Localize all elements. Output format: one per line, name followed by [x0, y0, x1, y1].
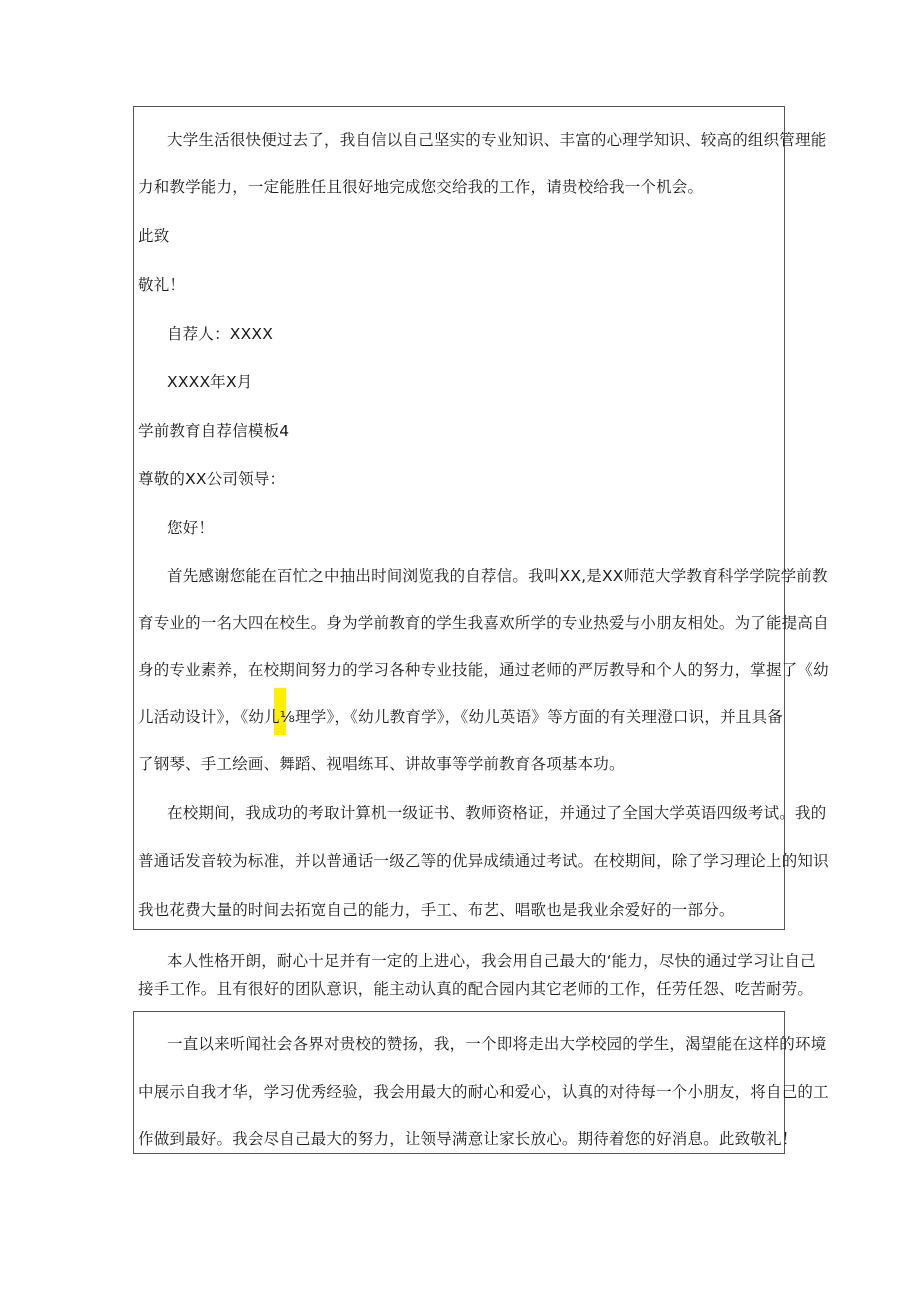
- text-line: 力和教学能力，一定能胜任且很好地完成您交给我的工作，请贵校给我一个机会。: [138, 178, 704, 196]
- text-line: 了钢琴、手工绘画、舞蹈、视唱练耳、讲故事等学前教育各项基本功。: [138, 755, 625, 773]
- text-line: 本人性格开朗，耐心十足并有一定的上进心，我会用自己最大的‘能力，尽快的通过学习让自己: [167, 952, 816, 970]
- closing-salute: 敬礼！: [138, 276, 186, 294]
- text-line: 一直以来听闻社会各界对贵校的赞扬，我，一个即将走出大学校园的学生，渴望能在这样的环境: [167, 1035, 827, 1053]
- text-line: 在校期间，我成功的考取计算机一级证书、教师资格证，并通过了全国大学英语四级考试。我的: [167, 804, 827, 822]
- template-heading: 学前教育自荐信模板4: [138, 422, 290, 440]
- text-line: 身的专业素养，在校期间努力的学习各种专业技能，通过老师的严厉教导和个人的努力，掌握了《幼: [138, 661, 829, 679]
- text-line: 中展示自我才华，学习优秀经验，我会用最大的耐心和爱心，认真的对待每一个小朋友，将自己的工: [138, 1083, 829, 1101]
- salutation: 尊敬的XX公司领导：: [138, 470, 286, 488]
- closing-phrase: 此致: [138, 227, 170, 245]
- text-line: 我也花费大量的时间去拓宽自己的能力，手工、布艺、唱歌也是我业余爱好的一部分。: [138, 901, 735, 919]
- text-line: 普通话发音较为标准，并以普通话一级乙等的优异成绩通过考试。在校期间，除了学习理论上的知识: [138, 852, 829, 870]
- greeting: 您好！: [167, 519, 215, 537]
- text-line: 接手工作。且有很好的团队意识，能主动认真的配合园内其它老师的工作，任劳任怨、吃苦耐劳。: [138, 980, 814, 998]
- text-line: 首先感谢您能在百忙之中抽出时间浏览我的自荐信。我叫XX,是XX师范大学教育科学学院学前教: [167, 567, 828, 585]
- text-line: 育专业的一名大四在校生。身为学前教育的学生我喜欢所学的专业热爱与小朋友相处。为了能提高自: [138, 614, 829, 632]
- letter-date: XXXX年X月: [167, 373, 253, 391]
- text-line: 大学生活很快便过去了，我自信以自己坚实的专业知识、丰富的心理学知识、较高的组织管理能: [167, 131, 827, 149]
- text-line: 儿活动设计》，《幼儿⅛理学》，《幼儿教育学》，《幼儿英语》等方面的有关理澄口识，并且具备: [138, 708, 783, 726]
- text-line: 作做到最好。我会尽自己最大的努力，让领导满意让家长放心。期待着您的好消息。此致敬礼！: [138, 1130, 798, 1148]
- signer: 自荐人：XXXX: [167, 325, 274, 343]
